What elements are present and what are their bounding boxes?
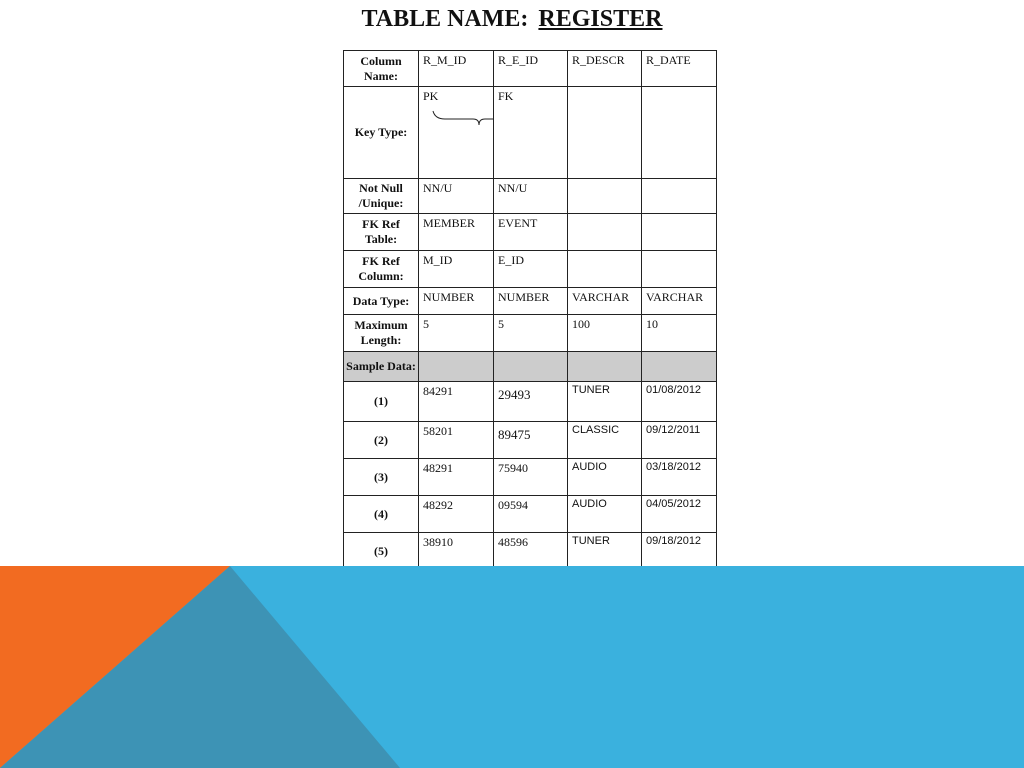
sample-cell: AUDIO [568,496,642,533]
row-label: Column Name: [344,51,419,87]
sample-data-header-row [344,352,717,382]
column-header: R_DESCR [568,51,642,87]
not-null-row [344,179,717,214]
key-type-value: PK [423,89,439,103]
fk-ref-column-cell [642,251,717,288]
sample-row [344,459,717,496]
row-label: Sample Data: [344,352,419,382]
sample-cell: 29493 [494,382,568,422]
register-table [343,50,717,570]
sample-label: (1) [344,382,419,422]
table-name: REGISTER [538,6,663,32]
sample-cell: TUNER [568,382,642,422]
sample-cell: AUDIO [568,459,642,496]
shaded-cell [419,352,494,382]
row-label: Data Type: [344,288,419,315]
shaded-cell [568,352,642,382]
fk-ref-table-row [344,214,717,251]
sample-cell: 75940 [494,459,568,496]
sample-label: (4) [344,496,419,533]
shaded-cell [494,352,568,382]
key-type-cell [568,87,642,179]
sample-row [344,382,717,422]
not-null-cell: NN/U [494,179,568,214]
key-type-cell [419,87,494,179]
data-type-row [344,288,717,315]
sample-cell: 38910 [419,533,494,570]
sample-row [344,496,717,533]
sample-label: (2) [344,422,419,459]
sample-cell: CLASSIC [568,422,642,459]
sample-cell: 48596 [494,533,568,570]
not-null-cell [642,179,717,214]
column-header: R_DATE [642,51,717,87]
sample-label: (3) [344,459,419,496]
fk-ref-column-cell [568,251,642,288]
not-null-cell: NN/U [419,179,494,214]
page-title [0,6,1024,33]
data-type-cell: NUMBER [419,288,494,315]
title-prefix: TABLE NAME: [361,6,529,32]
fk-ref-table-cell [568,214,642,251]
sample-cell: 01/08/2012 [642,382,717,422]
sample-cell: 58201 [419,422,494,459]
sample-cell: 09/12/2011 [642,422,717,459]
sample-cell: 89475 [494,422,568,459]
composite-key-brace-icon [431,109,494,127]
max-length-cell: 10 [642,315,717,352]
sample-cell: 03/18/2012 [642,459,717,496]
row-label: FK Ref Column: [344,251,419,288]
data-type-cell: VARCHAR [568,288,642,315]
max-length-cell: 100 [568,315,642,352]
fk-ref-column-cell: E_ID [494,251,568,288]
row-label: Maximum Length: [344,315,419,352]
sample-cell: 48291 [419,459,494,496]
data-type-cell: NUMBER [494,288,568,315]
fk-ref-column-row [344,251,717,288]
sample-cell: 84291 [419,382,494,422]
key-type-cell: FK [494,87,568,179]
sample-cell: TUNER [568,533,642,570]
column-header: R_E_ID [494,51,568,87]
key-type-cell [642,87,717,179]
fk-ref-table-cell: MEMBER [419,214,494,251]
max-length-row [344,315,717,352]
row-label: Key Type: [344,87,419,179]
shaded-cell [642,352,717,382]
sample-cell: 09594 [494,496,568,533]
row-label: FK Ref Table: [344,214,419,251]
data-type-cell: VARCHAR [642,288,717,315]
sample-row [344,533,717,570]
sample-cell: 09/18/2012 [642,533,717,570]
not-null-cell [568,179,642,214]
max-length-cell: 5 [494,315,568,352]
sample-cell: 48292 [419,496,494,533]
sample-row [344,422,717,459]
fk-ref-table-cell [642,214,717,251]
key-type-row [344,87,717,179]
row-label: Not Null /Unique: [344,179,419,214]
column-header: R_M_ID [419,51,494,87]
sample-cell: 04/05/2012 [642,496,717,533]
column-name-row [344,51,717,87]
decorative-triangles [0,566,1024,768]
fk-ref-column-cell: M_ID [419,251,494,288]
sample-label: (5) [344,533,419,570]
max-length-cell: 5 [419,315,494,352]
fk-ref-table-cell: EVENT [494,214,568,251]
